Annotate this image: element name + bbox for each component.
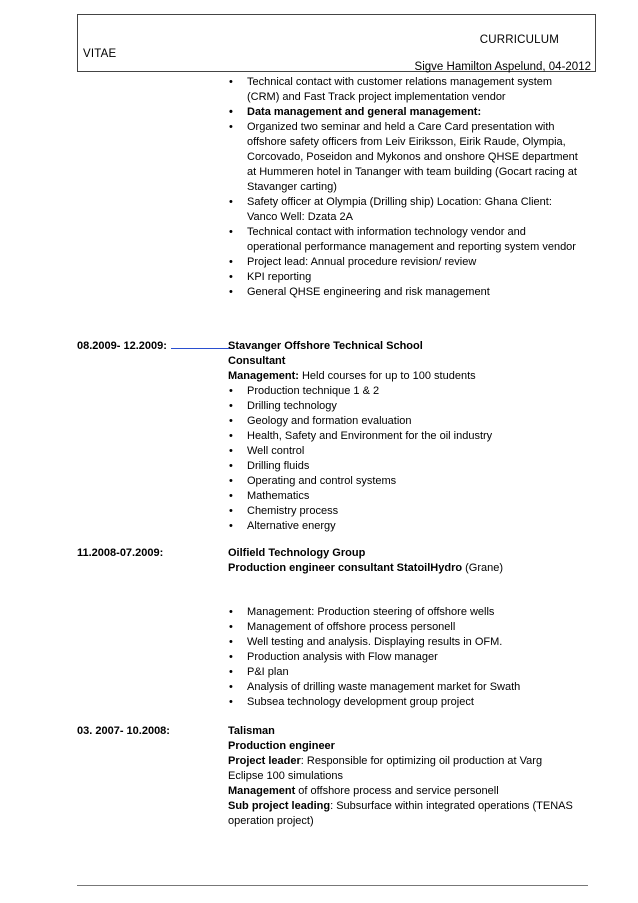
underline-mark bbox=[171, 339, 234, 349]
management-line: Management: Held courses for up to 100 students bbox=[228, 370, 476, 382]
list-item: • Production technique 1 & 2 bbox=[228, 384, 578, 399]
company-name: Talisman bbox=[228, 725, 275, 737]
list-item: • Management of offshore process personell bbox=[228, 620, 578, 635]
list-item: • Technical contact with information technology vendor and operational performance management and reporting system vendor bbox=[228, 225, 578, 255]
list-item: • Management: Production steering of offshore wells bbox=[228, 605, 578, 620]
footer-divider bbox=[77, 885, 588, 886]
list-item: • P&I plan bbox=[228, 665, 578, 680]
list-item: • Well testing and analysis. Displaying results in OFM. bbox=[228, 635, 578, 650]
sub-project-line: Sub project leading: Subsurface within integrated operations (TENAS operation project) bbox=[228, 800, 573, 827]
list-item: • Project lead: Annual procedure revision/ review bbox=[228, 255, 578, 270]
list-item: • Mathematics bbox=[228, 489, 578, 504]
list-item: • Production analysis with Flow manager bbox=[228, 650, 578, 665]
job-role: Consultant bbox=[228, 355, 286, 367]
list-item: • Safety officer at Olympia (Drilling ship) Location: Ghana Client: Vanco Well: Dzata 2A bbox=[228, 195, 578, 225]
list-item: • KPI reporting bbox=[228, 270, 578, 285]
company-name: Stavanger Offshore Technical School bbox=[228, 340, 423, 352]
list-item: • Data management and general management: bbox=[228, 105, 578, 120]
entry-date: 11.2008-07.2009: bbox=[77, 547, 164, 559]
job-role: Production engineer bbox=[228, 740, 335, 752]
entry-oilfield bbox=[228, 546, 578, 576]
list-item: • Technical contact with customer relations management system (CRM) and Fast Track project implementation vendor bbox=[228, 75, 578, 105]
list-item: • Drilling technology bbox=[228, 399, 578, 414]
list-item: • Health, Safety and Environment for the oil industry bbox=[228, 429, 578, 444]
course-list bbox=[228, 384, 578, 534]
entry-date: 08.2009- 12.2009: bbox=[77, 339, 234, 354]
list-item: • Alternative energy bbox=[228, 519, 578, 534]
list-item: • Well control bbox=[228, 444, 578, 459]
list-item: • Organized two seminar and held a Care Card presentation with offshore safety officers from Leiv Eiriksson, Eirik Raude, Olympia, Corcovado, Poseidon and Mykonos and onshore QHSE department at Hummeren hotel in Tananger with team building (Gocart racing at Stavanger carting) bbox=[228, 120, 578, 195]
header-signature: Sigve Hamilton Aspelund, 04-2012 bbox=[414, 61, 591, 73]
top-bullet-list bbox=[228, 75, 578, 300]
task-list bbox=[228, 605, 578, 710]
list-item: • Geology and formation evaluation bbox=[228, 414, 578, 429]
management-line: Management of offshore process and service personell bbox=[228, 785, 499, 797]
list-item: • Drilling fluids bbox=[228, 459, 578, 474]
header-vitae: VITAE bbox=[83, 48, 117, 60]
entry-stavanger bbox=[228, 339, 578, 534]
list-item: • Operating and control systems bbox=[228, 474, 578, 489]
entry-talisman bbox=[228, 724, 578, 829]
header-curriculum: CURRICULUM bbox=[479, 34, 559, 46]
job-role: Production engineer consultant StatoilHydro (Grane) bbox=[228, 562, 504, 574]
company-name: Oilfield Technology Group bbox=[228, 547, 366, 559]
list-item: • General QHSE engineering and risk management bbox=[228, 285, 578, 300]
list-item: • Analysis of drilling waste management market for Swath bbox=[228, 680, 578, 695]
list-item: • Chemistry process bbox=[228, 504, 578, 519]
page-header bbox=[77, 14, 596, 72]
entry-date: 03. 2007- 10.2008: bbox=[77, 725, 170, 737]
list-item: • Subsea technology development group project bbox=[228, 695, 578, 710]
project-leader-line: Project leader: Responsible for optimizing oil production at Varg Eclipse 100 simulations bbox=[228, 755, 543, 782]
